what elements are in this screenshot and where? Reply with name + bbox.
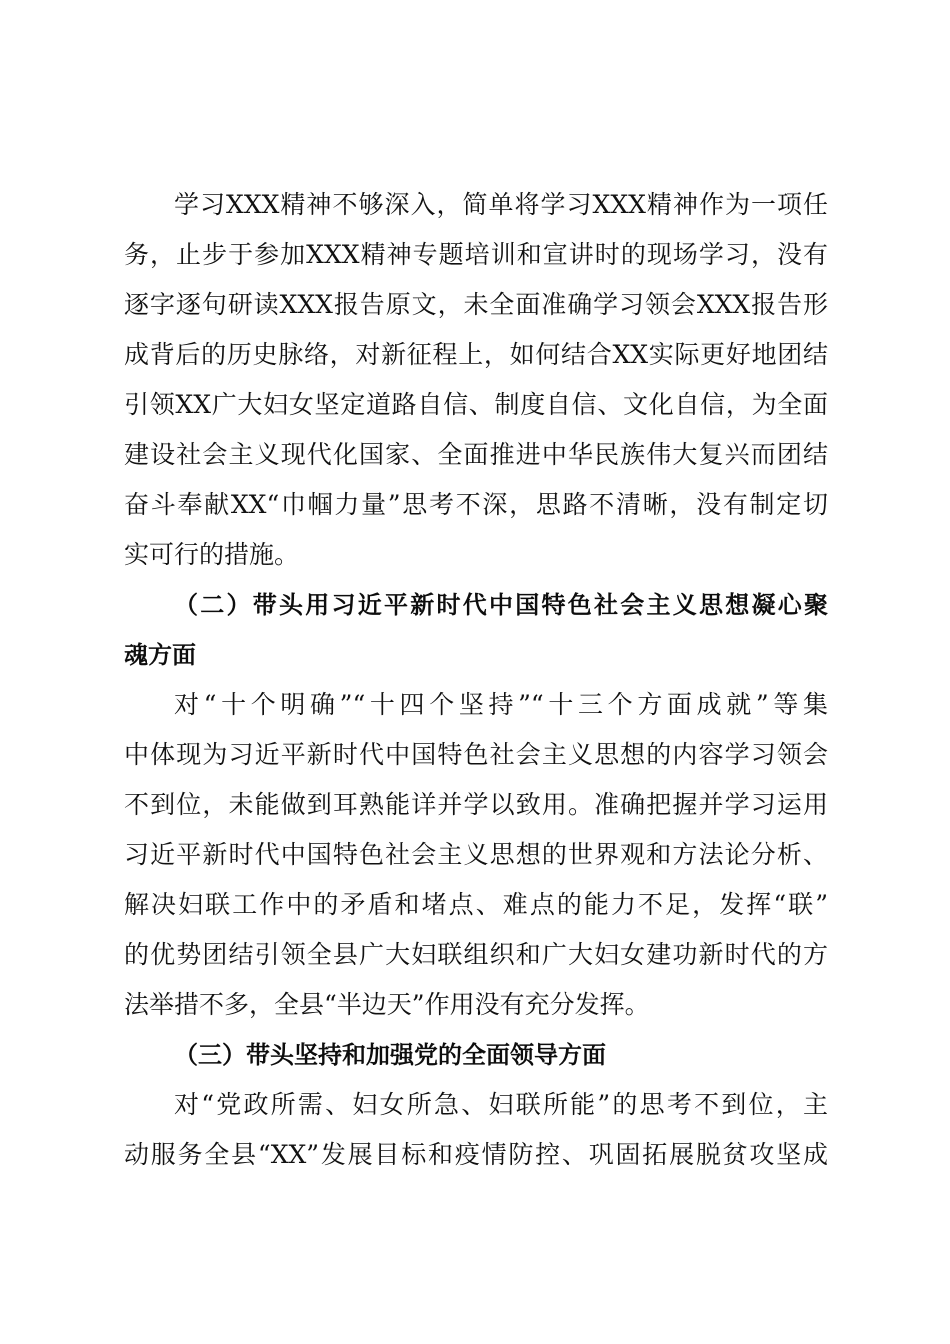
paragraph-2-line-3: 不到位，未能做到耳熟能详并学以致用。准确把握并学习运用 xyxy=(124,790,828,819)
paragraph-2-line-4: 习近平新时代中国特色社会主义思想的世界观和方法论分析、 xyxy=(124,840,828,869)
paragraph-3-line-2: 动服务全县“XX”发展目标和疫情防控、巩固拓展脱贫攻坚成 xyxy=(124,1140,828,1169)
paragraph-2-line-1: 对“十个明确”“十四个坚持”“十三个方面成就”等集 xyxy=(174,690,828,719)
paragraph-1-line-7: 奋斗奉献XX“巾帼力量”思考不深，思路不清晰，没有制定切 xyxy=(124,490,828,519)
paragraph-2-line-5: 解决妇联工作中的矛盾和堵点、难点的能力不足，发挥“联” xyxy=(124,890,828,919)
paragraph-3-line-1: 对“党政所需、妇女所急、妇联所能”的思考不到位，主 xyxy=(174,1090,828,1119)
paragraph-1-line-4: 成背后的历史脉络，对新征程上，如何结合XX实际更好地团结 xyxy=(124,340,828,369)
paragraph-1-line-6: 建设社会主义现代化国家、全面推进中华民族伟大复兴而团结 xyxy=(124,440,828,469)
section-heading-2-line-1: （二）带头用习近平新时代中国特色社会主义思想凝心聚 xyxy=(174,591,828,619)
section-heading-2-line-2: 魂方面 xyxy=(124,641,196,669)
section-heading-3-line-1: （三）带头坚持和加强党的全面领导方面 xyxy=(174,1041,606,1069)
paragraph-1-line-8: 实可行的措施。 xyxy=(124,540,300,569)
paragraph-1-line-3: 逐字逐句研读XXX报告原文，未全面准确学习领会XXX报告形 xyxy=(124,290,828,319)
paragraph-1-line-1: 学习XXX精神不够深入，简单将学习XXX精神作为一项任 xyxy=(174,190,828,219)
paragraph-1-line-5: 引领XX广大妇女坚定道路自信、制度自信、文化自信，为全面 xyxy=(124,390,828,419)
paragraph-1-line-2: 务，止步于参加XXX精神专题培训和宣讲时的现场学习，没有 xyxy=(124,240,828,269)
paragraph-2-line-2: 中体现为习近平新时代中国特色社会主义思想的内容学习领会 xyxy=(124,740,828,769)
paragraph-2-line-7: 法举措不多，全县“半边天”作用没有充分发挥。 xyxy=(124,990,650,1019)
paragraph-2-line-6: 的优势团结引领全县广大妇联组织和广大妇女建功新时代的方 xyxy=(124,940,828,969)
